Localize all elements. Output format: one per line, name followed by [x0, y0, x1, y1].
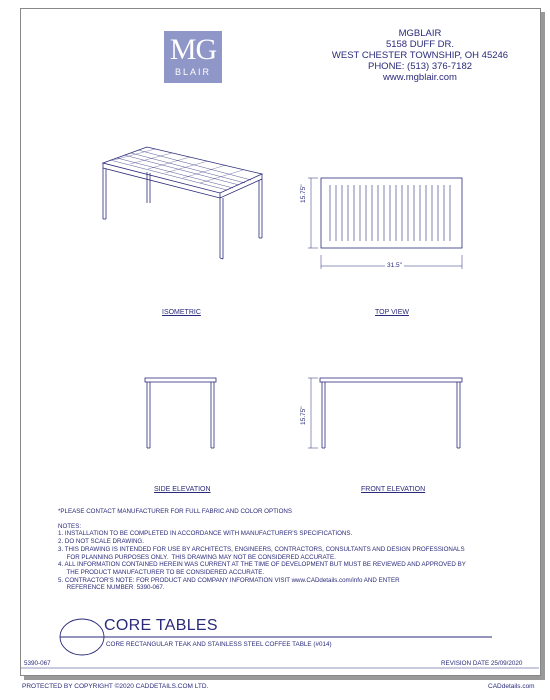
contact-note: *PLEASE CONTACT MANUFACTURER FOR FULL FABRIC AND COLOR OPTIONS: [58, 508, 293, 515]
front-elevation-label: FRONT ELEVATION: [361, 486, 426, 493]
top-view-drawing: [308, 178, 462, 269]
company-name: MGBLAIR: [398, 28, 442, 39]
reference-number: 5390-067: [24, 660, 51, 667]
top-view-label: TOP VIEW: [375, 309, 409, 316]
note-line: THE PRODUCT MANUFACTURER TO BE CONSIDERED ACCURATE.: [58, 568, 265, 576]
company-phone: PHONE: (513) 376-7182: [367, 61, 473, 72]
caddetails-link[interactable]: CADdetails.com: [488, 683, 535, 690]
front-elevation-drawing: [308, 378, 462, 448]
company-city: WEST CHESTER TOWNSHIP, OH 45246: [331, 50, 509, 61]
note-line: REFERENCE NUMBER 5390-067.: [58, 584, 165, 592]
top-view-width-dimension: 31.5": [387, 262, 402, 269]
note-line: 3. THIS DRAWING IS INTENDED FOR USE BY ARCHITECTS, ENGINEERS, CONTRACTORS, CONSULTANTS AND DESIGN PROFESSIONALS: [58, 545, 465, 553]
notes-section: [58, 508, 518, 592]
drawing-subtitle: CORE RECTANGULAR TEAK AND STAINLESS STEEL COFFEE TABLE (#014): [106, 641, 332, 648]
copyright-notice: PROTECTED BY COPYRIGHT ©2020 CADDETAILS.COM LTD.: [22, 683, 209, 690]
top-view-depth-dimension: 15.75": [300, 184, 307, 203]
isometric-table-drawing: [103, 147, 262, 259]
company-street: 5158 DUFF DR.: [385, 39, 455, 50]
note-line: FOR PLANNING PURPOSES ONLY. THIS DRAWING MAY NOT BE CONSIDERED ACCURATE.: [58, 553, 336, 561]
drawing-title: CORE TABLES: [104, 617, 218, 634]
side-elevation-drawing: [145, 378, 216, 448]
isometric-label: ISOMETRIC: [162, 309, 201, 316]
note-line: 5. CONTRACTOR'S NOTE: FOR PRODUCT AND COMPANY INFORMATION VISIT www.CADdetails.com/info AND ENTER: [58, 576, 400, 584]
note-line: 4. ALL INFORMATION CONTAINED HEREIN WAS CURRENT AT THE TIME OF DEVELOPMENT BUT MUST BE REVIEWED AND APPROVED BY: [58, 561, 466, 569]
note-line: 2. DO NOT SCALE DRAWING.: [58, 538, 144, 546]
logo-mg-text: MG: [169, 33, 217, 66]
revision-date: REVISION DATE 25/09/2020: [441, 660, 523, 667]
notes-heading: NOTES:: [58, 522, 82, 530]
side-elevation-label: SIDE ELEVATION: [154, 486, 211, 493]
note-line: 1. INSTALLATION TO BE COMPLETED IN ACCORDANCE WITH MANUFACTURER'S SPECIFICATIONS.: [58, 530, 353, 538]
front-elevation-height-dimension: 15.75": [300, 406, 307, 425]
logo-blair-text: BLAIR: [174, 67, 211, 77]
company-website: www.mgblair.com: [383, 72, 457, 83]
